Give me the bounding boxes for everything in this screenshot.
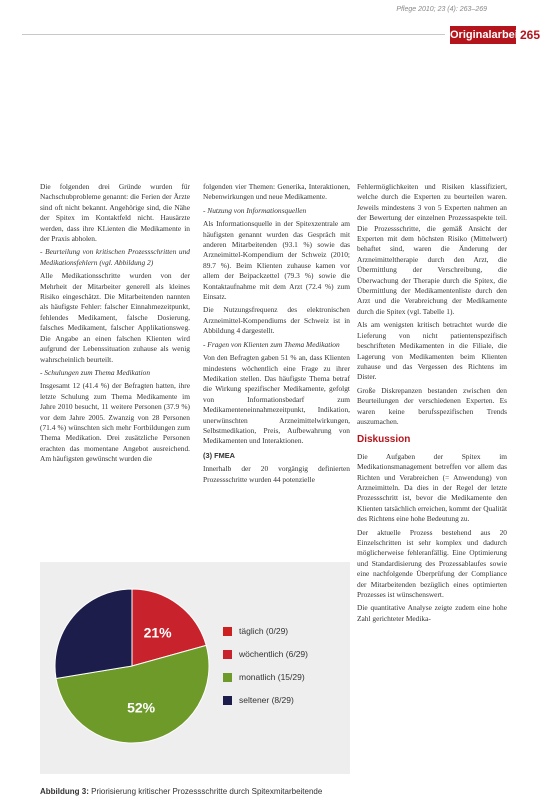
pie-slice [55, 589, 132, 678]
paragraph: Die Nutzungsfrequenz des elektronischen Arzneimittel-Kompendiums der Schweiz ist in Abbildung 4 dargestellt. [203, 305, 350, 336]
paragraph: Die quantitative Analyse zeigte zudem eine hohe Zahl gerichteter Medika- [357, 603, 507, 623]
paragraph: Der aktuelle Prozess bestehend aus 20 Einzelschritten ist sehr komplex und dadurch möglicherweise fehleranfällig. Eine Optimierung und Standardisierung des Prozessablaufes sowie eine nachfolgende Überprüfung der Compliance der Mitarbeitenden bezüglich eines optimierten Prozesses ist wünschenswert. [357, 527, 507, 600]
figure-caption [40, 787, 322, 796]
page-header [0, 24, 557, 46]
paragraph: Die Aufgaben der Spitex im Medikationsmanagement betreffen vor allem das Richten und Verabreichen (= Anwendung) von Arzneimitteln. Da dies in der Regel der letzte Prozessschritt ist, bevor die Medikamente den Klienten tatsächlich erreichen, kommt der Qualität des Richtens eine hohe Bedeutung zu. [357, 451, 507, 524]
column-1 [40, 182, 190, 468]
subheading: - Fragen von Klienten zum Thema Medikation [203, 339, 340, 349]
paragraph: Alle Medikationsschritte wurden von der Mehrheit der Mitarbeiter generell als kleines Risiko eingeschätzt. Die Mitarbeitenden nannten als häufigste Fehler: falscher Einnahmezeitpunkt, fehlendes Medikament, falsche Dosierung, falsches Medikament, falscher Applikationsweg. Die Angabe an einen falschen Klienten wird aufgrund der Lebenssituation zuhause als wenig wahrscheinlich beurteilt. [40, 271, 190, 364]
legend-label: seltener (8/29) [239, 695, 294, 705]
slice-label: 21% [143, 624, 172, 641]
legend-label: monatlich (15/29) [239, 672, 305, 682]
pie-chart [40, 562, 220, 774]
legend-item [223, 671, 308, 683]
paragraph: Die folgenden drei Gründe wurden für Nachschubprobleme genannt: die Ferien der Ärzte sind oft nicht bekannt. Angehörige sind, die Nähe der Spitex im Kontaktfeld nicht. Hausärzte werden, dass ihre KLienten die Medikamente in der Praxis abholen. [40, 182, 190, 244]
paragraph: Von den Befragten gaben 51 % an, dass Klienten mindestens wöchentlich eine Frage zu ihrer Medikation stellen. Das häufigste Thema betraf die Wirkung spezifischer Medikamente, gefolgt von Informationsbedarf zum Medikamenteneinnahmezeitpunkt, Indikation, unerwünschten Arzneimittelwirkungen, Selbstmedikation, Preis, Aufbewahrung von Medikamenten und Interaktionen. [203, 353, 350, 446]
paragraph: Innerhalb der 20 vorgängig definierten Prozessschritte wurden 44 potenzielle [203, 464, 350, 484]
paragraph: folgenden vier Themen: Generika, Interaktionen, Nebenwirkungen und neue Medikamente. [203, 182, 350, 202]
column-3 [357, 182, 507, 627]
discussion-heading: Diskussion [357, 434, 411, 446]
caption-label: Abbildung 3: [40, 787, 89, 796]
legend-swatch [223, 673, 232, 682]
paragraph: Als Informationsquelle in der Spitexzentrale am häufigsten genannt wurden das Gespräch mit anderen Mitarbeitenden (93.1 %) sowie das Arzneimittel-Kompendium der Schweiz (2010; 89.7 %). Beim Klienten zuhause kamen vor allem der Beipackzettel (79.3 %) sowie die Kontaktaufnahme mit dem Arzt (72.4 %) zum Einsatz. [203, 219, 350, 302]
caption-text: Priorisierung kritischer Prozessschritte durch Spitexmitarbeitende [88, 787, 323, 796]
subheading: - Schulungen zum Thema Medikation [40, 367, 151, 377]
paragraph: Als am wenigsten kritisch betrachtet wurde die Lieferung von nicht patientenspezifisch beschrifteten Medikamenten in die Filiale, die Lagerung von Medikamenten beim Klienten zuhause und das Vergessen des Richtens im Dister. [357, 320, 507, 382]
legend-label: wöchentlich (6/29) [239, 649, 308, 659]
paragraph: Insgesamt 12 (41.4 %) der Befragten hatten, ihre letzte Schulung zum Thema Medikamente im Jahre 2010 besucht, 11 weitere Personen (37.9 %) vor dem Jahre 2005. Zwanzig von 28 Personen (71.4 %) wünschten sich mehr Fortbildungen zum Thema Medikation. Drei zusätzliche Personen erachten das momentane Angebot ausreichend. Am häufigsten gewünscht wurden die [40, 381, 190, 464]
legend-item [223, 648, 308, 660]
legend-label: täglich (0/29) [239, 626, 289, 636]
legend-item [223, 694, 308, 706]
chart-legend [223, 625, 308, 717]
legend-swatch [223, 650, 232, 659]
subheading-fmea: (3) FMEA [203, 450, 236, 460]
page-number: 265 [520, 28, 541, 42]
column-2 [203, 182, 350, 488]
legend-swatch [223, 696, 232, 705]
journal-citation: Pflege 2010; 23 (4): 263–269 [396, 6, 487, 13]
paragraph: Große Diskrepanzen bestanden zwischen den Beurteilungen der verschiedenen Experten. Es waren keine berufsspezifischen Trends auszumachen. [357, 385, 507, 426]
pie-chart-figure [40, 562, 350, 774]
subheading: - Nutzung von Informationsquellen [203, 205, 307, 215]
legend-swatch [223, 627, 232, 636]
slice-label: 52% [127, 699, 156, 716]
legend-item [223, 625, 308, 637]
subheading: - Beurteilung von kritischen Prozessschritten und Medikationsfehlern (vgl. Abbildung 2) [40, 247, 190, 267]
header-rule [22, 34, 445, 35]
paragraph: Fehlermöglichkeiten und Risiken klassifiziert, welche durch die Experten zu beurteilen waren. Jeweils mindestens 3 von 5 Experten nahmen an der Bewertung der einzelnen Prozessaspekte teil. Die Prozessschritte, die gemäß Ansicht der Experten mit dem höchsten Risiko (Mittelwert) behaftet sind, waren die Änderung der Arzneimitteltherapie durch den Arzt, die Übermittlung der Verschreibung, die Überwachung der Therapie durch die Spitex, die Übermittlung der Medikamentenliste durch den Arzt und die Verabreichung der Medikamente durch die Spitex (vgl. Tabelle 1). [357, 182, 507, 316]
section-tag: Originalarbeit [450, 26, 516, 44]
